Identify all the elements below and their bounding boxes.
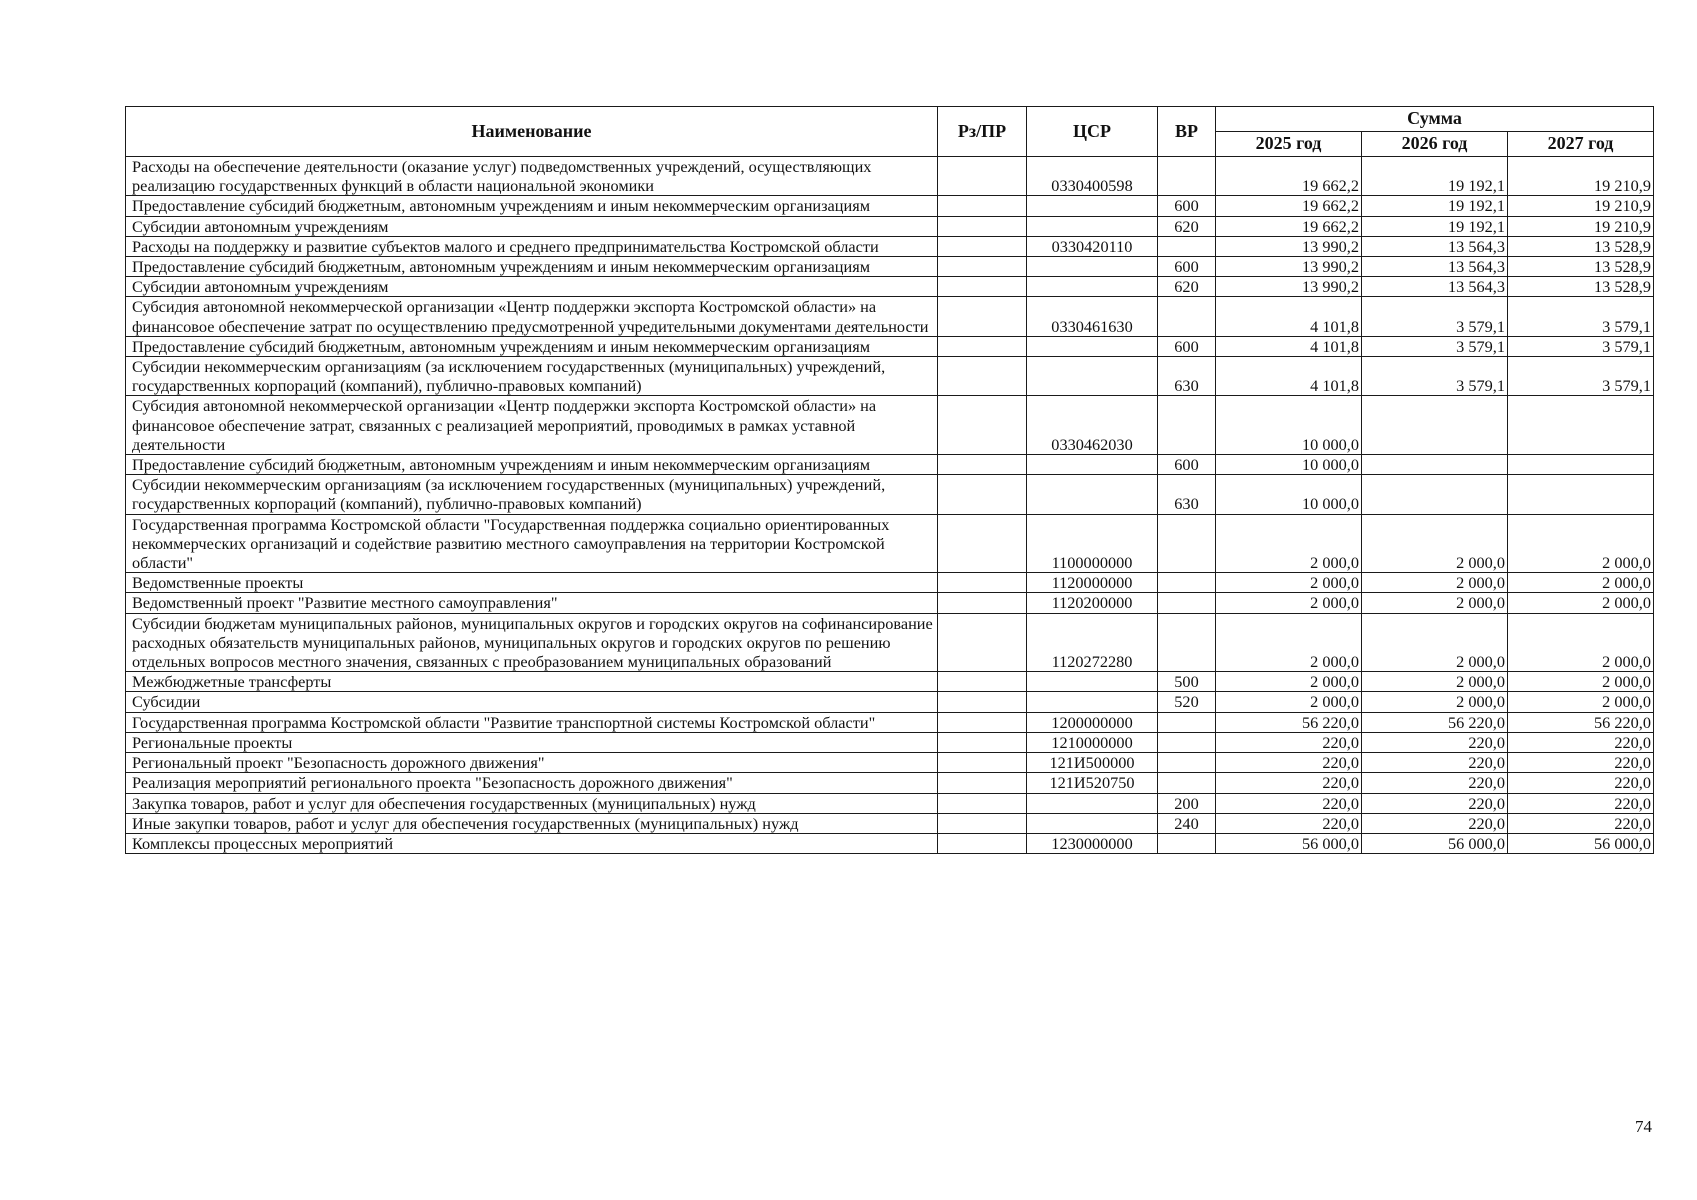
- cell-csr: 0330400598: [1027, 157, 1158, 196]
- cell-2025: 220,0: [1216, 753, 1362, 773]
- cell-name: Субсидии некоммерческим организациям (за исключением государственных (муниципальных) учреждений, государственных корпораций (компаний), публично-правовых компаний): [126, 357, 938, 396]
- table-row: [126, 297, 1654, 336]
- cell-name: Ведомственный проект "Развитие местного самоуправления": [126, 593, 938, 613]
- cell-name: Ведомственные проекты: [126, 573, 938, 593]
- table-row: [126, 773, 1654, 793]
- cell-rzpr: [938, 712, 1027, 732]
- cell-2027: 13 528,9: [1508, 257, 1654, 277]
- cell-csr: 1120272280: [1027, 613, 1158, 672]
- cell-2027: 220,0: [1508, 732, 1654, 752]
- cell-rzpr: [938, 613, 1027, 672]
- cell-name: Субсидии некоммерческим организациям (за исключением государственных (муниципальных) учреждений, государственных корпораций (компаний), публично-правовых компаний): [126, 475, 938, 514]
- cell-vr: 630: [1158, 475, 1216, 514]
- cell-csr: [1027, 357, 1158, 396]
- cell-2027: 2 000,0: [1508, 593, 1654, 613]
- cell-name: Субсидии автономным учреждениям: [126, 216, 938, 236]
- table-body: [126, 157, 1654, 854]
- cell-2025: 2 000,0: [1216, 613, 1362, 672]
- cell-2025: 19 662,2: [1216, 157, 1362, 196]
- cell-name: Расходы на поддержку и развитие субъектов малого и среднего предпринимательства Костромской области: [126, 236, 938, 256]
- cell-csr: 1200000000: [1027, 712, 1158, 732]
- cell-vr: 620: [1158, 216, 1216, 236]
- cell-rzpr: [938, 257, 1027, 277]
- cell-2026: 13 564,3: [1362, 236, 1508, 256]
- cell-2025: 56 220,0: [1216, 712, 1362, 732]
- cell-csr: 0330462030: [1027, 396, 1158, 455]
- cell-2026: [1362, 396, 1508, 455]
- cell-csr: 0330420110: [1027, 236, 1158, 256]
- cell-name: Предоставление субсидий бюджетным, автономным учреждениям и иным некоммерческим организациям: [126, 257, 938, 277]
- cell-2025: 56 000,0: [1216, 833, 1362, 853]
- header-2027: 2027 год: [1508, 132, 1654, 157]
- cell-csr: [1027, 336, 1158, 356]
- cell-2027: 19 210,9: [1508, 157, 1654, 196]
- cell-2026: 2 000,0: [1362, 692, 1508, 712]
- cell-vr: 520: [1158, 692, 1216, 712]
- cell-rzpr: [938, 573, 1027, 593]
- cell-2027: 3 579,1: [1508, 357, 1654, 396]
- cell-2027: 13 528,9: [1508, 236, 1654, 256]
- cell-csr: [1027, 475, 1158, 514]
- cell-vr: [1158, 712, 1216, 732]
- cell-rzpr: [938, 297, 1027, 336]
- cell-rzpr: [938, 732, 1027, 752]
- table-row: [126, 277, 1654, 297]
- table-row: [126, 257, 1654, 277]
- table-row: [126, 357, 1654, 396]
- cell-2026: 19 192,1: [1362, 216, 1508, 236]
- cell-rzpr: [938, 773, 1027, 793]
- cell-2027: 19 210,9: [1508, 216, 1654, 236]
- cell-name: Закупка товаров, работ и услуг для обеспечения государственных (муниципальных) нужд: [126, 793, 938, 813]
- cell-2026: [1362, 455, 1508, 475]
- cell-2026: 220,0: [1362, 813, 1508, 833]
- cell-2026: 2 000,0: [1362, 613, 1508, 672]
- cell-2025: 2 000,0: [1216, 514, 1362, 573]
- cell-vr: 600: [1158, 336, 1216, 356]
- cell-2027: 19 210,9: [1508, 196, 1654, 216]
- cell-2027: 3 579,1: [1508, 336, 1654, 356]
- cell-2026: 2 000,0: [1362, 514, 1508, 573]
- cell-2025: 10 000,0: [1216, 455, 1362, 475]
- cell-vr: [1158, 773, 1216, 793]
- cell-vr: 600: [1158, 257, 1216, 277]
- cell-2026: 19 192,1: [1362, 196, 1508, 216]
- table-row: [126, 813, 1654, 833]
- cell-2025: 4 101,8: [1216, 357, 1362, 396]
- cell-csr: [1027, 257, 1158, 277]
- cell-2025: 2 000,0: [1216, 672, 1362, 692]
- cell-vr: 500: [1158, 672, 1216, 692]
- cell-csr: [1027, 793, 1158, 813]
- cell-2027: [1508, 475, 1654, 514]
- cell-2027: 220,0: [1508, 773, 1654, 793]
- cell-vr: [1158, 396, 1216, 455]
- cell-2027: 220,0: [1508, 813, 1654, 833]
- cell-vr: [1158, 593, 1216, 613]
- cell-2025: 2 000,0: [1216, 692, 1362, 712]
- cell-csr: 1210000000: [1027, 732, 1158, 752]
- cell-vr: 240: [1158, 813, 1216, 833]
- cell-2025: 10 000,0: [1216, 396, 1362, 455]
- cell-csr: 1120200000: [1027, 593, 1158, 613]
- cell-2026: 3 579,1: [1362, 336, 1508, 356]
- cell-2025: 2 000,0: [1216, 573, 1362, 593]
- cell-2025: 220,0: [1216, 813, 1362, 833]
- cell-rzpr: [938, 514, 1027, 573]
- cell-rzpr: [938, 753, 1027, 773]
- cell-rzpr: [938, 455, 1027, 475]
- cell-rzpr: [938, 396, 1027, 455]
- page-number: 74: [1635, 1117, 1652, 1136]
- cell-csr: 1100000000: [1027, 514, 1158, 573]
- cell-2026: 220,0: [1362, 793, 1508, 813]
- cell-vr: [1158, 297, 1216, 336]
- cell-2026: [1362, 475, 1508, 514]
- table-row: [126, 732, 1654, 752]
- cell-2027: 13 528,9: [1508, 277, 1654, 297]
- table-row: [126, 455, 1654, 475]
- cell-2026: 56 220,0: [1362, 712, 1508, 732]
- cell-2025: 4 101,8: [1216, 297, 1362, 336]
- cell-2025: 220,0: [1216, 732, 1362, 752]
- cell-2025: 4 101,8: [1216, 336, 1362, 356]
- cell-csr: [1027, 813, 1158, 833]
- cell-name: Субсидии бюджетам муниципальных районов, муниципальных округов и городских округов на софинансирование расходных обязательств муниципальных районов, муниципальных округов и городских округов по решению отдельных вопросов местного значения, связанных с преобразованием муниципальных образований: [126, 613, 938, 672]
- cell-csr: [1027, 216, 1158, 236]
- cell-2025: 10 000,0: [1216, 475, 1362, 514]
- cell-2026: 3 579,1: [1362, 297, 1508, 336]
- cell-rzpr: [938, 157, 1027, 196]
- cell-rzpr: [938, 692, 1027, 712]
- cell-2025: 220,0: [1216, 773, 1362, 793]
- table-row: [126, 475, 1654, 514]
- cell-rzpr: [938, 196, 1027, 216]
- cell-2027: [1508, 396, 1654, 455]
- header-csr: ЦСР: [1027, 107, 1158, 157]
- cell-2027: 2 000,0: [1508, 573, 1654, 593]
- cell-2025: 220,0: [1216, 793, 1362, 813]
- cell-2027: [1508, 455, 1654, 475]
- table-row: [126, 833, 1654, 853]
- cell-2026: 13 564,3: [1362, 277, 1508, 297]
- cell-name: Реализация мероприятий регионального проекта "Безопасность дорожного движения": [126, 773, 938, 793]
- cell-vr: [1158, 753, 1216, 773]
- cell-2026: 56 000,0: [1362, 833, 1508, 853]
- table-row: [126, 712, 1654, 732]
- table-row: [126, 396, 1654, 455]
- cell-csr: 1230000000: [1027, 833, 1158, 853]
- header-2025: 2025 год: [1216, 132, 1362, 157]
- cell-2026: 19 192,1: [1362, 157, 1508, 196]
- table-row: [126, 793, 1654, 813]
- cell-2027: 220,0: [1508, 753, 1654, 773]
- header-name: Наименование: [126, 107, 938, 157]
- cell-vr: [1158, 514, 1216, 573]
- cell-rzpr: [938, 336, 1027, 356]
- cell-vr: 620: [1158, 277, 1216, 297]
- cell-name: Предоставление субсидий бюджетным, автономным учреждениям и иным некоммерческим организациям: [126, 336, 938, 356]
- table-row: [126, 196, 1654, 216]
- cell-vr: [1158, 732, 1216, 752]
- cell-2027: 220,0: [1508, 793, 1654, 813]
- cell-vr: [1158, 157, 1216, 196]
- cell-2027: 2 000,0: [1508, 672, 1654, 692]
- cell-name: Субсидия автономной некоммерческой организации «Центр поддержки экспорта Костромской области» на финансовое обеспечение затрат по осуществлению предусмотренной учредительными документами деятельности: [126, 297, 938, 336]
- table-row: [126, 157, 1654, 196]
- cell-vr: [1158, 573, 1216, 593]
- table-row: [126, 216, 1654, 236]
- cell-rzpr: [938, 216, 1027, 236]
- cell-vr: 630: [1158, 357, 1216, 396]
- header-2026: 2026 год: [1362, 132, 1508, 157]
- cell-name: Предоставление субсидий бюджетным, автономным учреждениям и иным некоммерческим организациям: [126, 196, 938, 216]
- cell-2025: 19 662,2: [1216, 216, 1362, 236]
- cell-rzpr: [938, 672, 1027, 692]
- cell-csr: [1027, 196, 1158, 216]
- cell-vr: 200: [1158, 793, 1216, 813]
- cell-name: Государственная программа Костромской области "Развитие транспортной системы Костромской области": [126, 712, 938, 732]
- cell-name: Предоставление субсидий бюджетным, автономным учреждениям и иным некоммерческим организациям: [126, 455, 938, 475]
- cell-vr: [1158, 236, 1216, 256]
- cell-rzpr: [938, 475, 1027, 514]
- cell-vr: [1158, 613, 1216, 672]
- table-row: [126, 236, 1654, 256]
- cell-rzpr: [938, 277, 1027, 297]
- cell-csr: [1027, 692, 1158, 712]
- cell-rzpr: [938, 793, 1027, 813]
- cell-name: Субсидия автономной некоммерческой организации «Центр поддержки экспорта Костромской области» на финансовое обеспечение затрат, связанных с реализацией мероприятий, проводимых в рамках уставной деятельности: [126, 396, 938, 455]
- cell-2025: 13 990,2: [1216, 236, 1362, 256]
- cell-vr: [1158, 833, 1216, 853]
- cell-csr: [1027, 277, 1158, 297]
- cell-2027: 2 000,0: [1508, 514, 1654, 573]
- table-row: [126, 613, 1654, 672]
- cell-name: Межбюджетные трансферты: [126, 672, 938, 692]
- budget-table: [125, 106, 1654, 854]
- cell-2025: 13 990,2: [1216, 257, 1362, 277]
- cell-rzpr: [938, 357, 1027, 396]
- cell-name: Комплексы процессных мероприятий: [126, 833, 938, 853]
- cell-2026: 2 000,0: [1362, 573, 1508, 593]
- cell-csr: 121И520750: [1027, 773, 1158, 793]
- cell-name: Региональный проект "Безопасность дорожного движения": [126, 753, 938, 773]
- cell-2026: 220,0: [1362, 753, 1508, 773]
- cell-2026: 13 564,3: [1362, 257, 1508, 277]
- cell-rzpr: [938, 813, 1027, 833]
- cell-name: Расходы на обеспечение деятельности (оказание услуг) подведомственных учреждений, осуществляющих реализацию государственных функций в области национальной экономики: [126, 157, 938, 196]
- cell-rzpr: [938, 593, 1027, 613]
- table-row: [126, 514, 1654, 573]
- cell-2026: 2 000,0: [1362, 593, 1508, 613]
- table-row: [126, 692, 1654, 712]
- cell-csr: 1120000000: [1027, 573, 1158, 593]
- cell-2025: 19 662,2: [1216, 196, 1362, 216]
- cell-name: Государственная программа Костромской области "Государственная поддержка социально ориентированных некоммерческих организаций и содействие развитию местного самоуправления на территории Костромской области": [126, 514, 938, 573]
- header-vr: ВР: [1158, 107, 1216, 157]
- cell-rzpr: [938, 236, 1027, 256]
- cell-2026: 220,0: [1362, 773, 1508, 793]
- header-sum: Сумма: [1216, 107, 1654, 132]
- cell-vr: 600: [1158, 196, 1216, 216]
- cell-2027: 2 000,0: [1508, 613, 1654, 672]
- header-rzpr: Рз/ПР: [938, 107, 1027, 157]
- table-row: [126, 336, 1654, 356]
- cell-2025: 2 000,0: [1216, 593, 1362, 613]
- cell-2025: 13 990,2: [1216, 277, 1362, 297]
- cell-name: Региональные проекты: [126, 732, 938, 752]
- cell-csr: 0330461630: [1027, 297, 1158, 336]
- cell-name: Иные закупки товаров, работ и услуг для обеспечения государственных (муниципальных) нужд: [126, 813, 938, 833]
- table-row: [126, 753, 1654, 773]
- cell-name: Субсидии автономным учреждениям: [126, 277, 938, 297]
- cell-vr: 600: [1158, 455, 1216, 475]
- cell-2027: 2 000,0: [1508, 692, 1654, 712]
- table-row: [126, 593, 1654, 613]
- cell-csr: [1027, 455, 1158, 475]
- cell-2026: 3 579,1: [1362, 357, 1508, 396]
- cell-csr: 121И500000: [1027, 753, 1158, 773]
- cell-csr: [1027, 672, 1158, 692]
- cell-name: Субсидии: [126, 692, 938, 712]
- cell-2027: 56 000,0: [1508, 833, 1654, 853]
- cell-rzpr: [938, 833, 1027, 853]
- cell-2027: 3 579,1: [1508, 297, 1654, 336]
- table-row: [126, 672, 1654, 692]
- cell-2026: 2 000,0: [1362, 672, 1508, 692]
- cell-2026: 220,0: [1362, 732, 1508, 752]
- table-row: [126, 573, 1654, 593]
- cell-2027: 56 220,0: [1508, 712, 1654, 732]
